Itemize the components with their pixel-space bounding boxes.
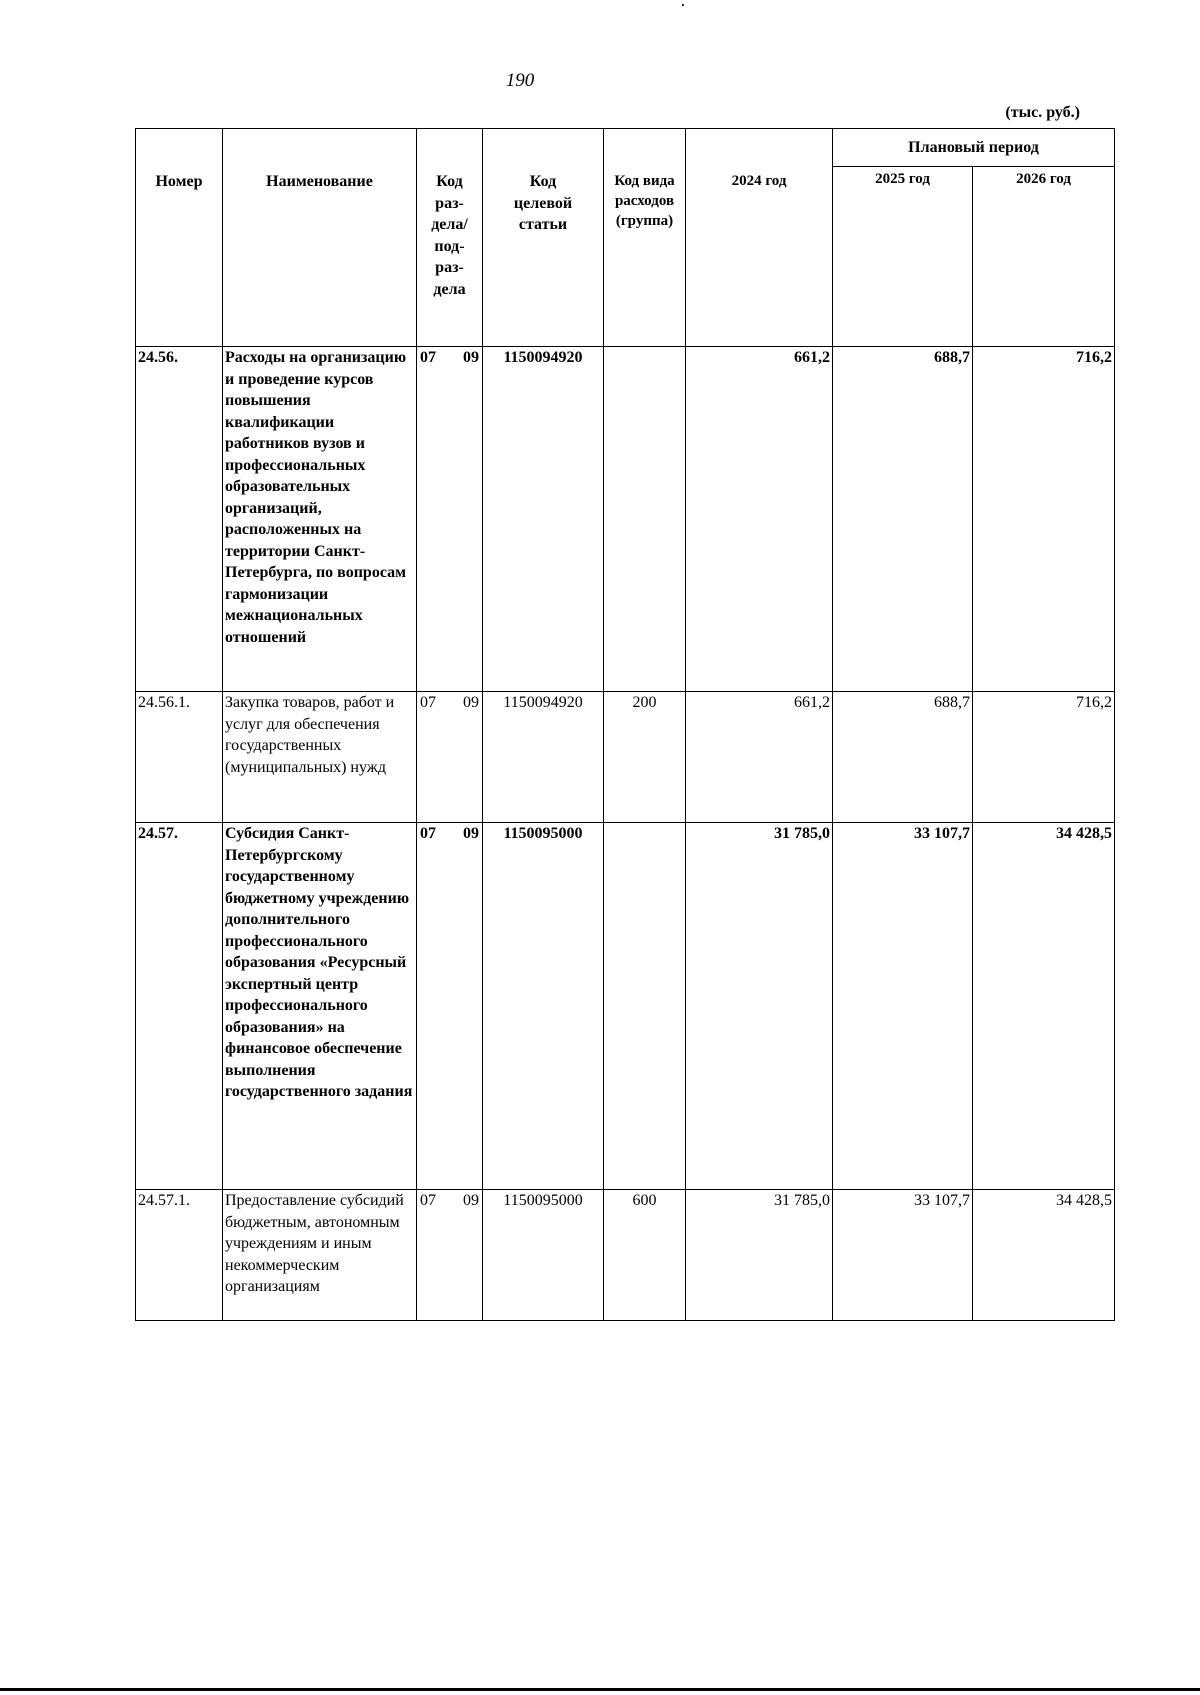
- units-label: (тыс. руб.): [1005, 104, 1080, 121]
- scan-speck: [682, 4, 684, 6]
- row-section: 07: [420, 694, 436, 711]
- row-expense-type: 200: [604, 692, 686, 823]
- header-section-code: [417, 129, 483, 347]
- header-year-2026: 2026 год: [973, 167, 1115, 347]
- row-2026: 34 428,5: [973, 1190, 1115, 1321]
- row-target-code: 1150094920: [483, 347, 604, 692]
- scan-bottom-edge: [0, 1688, 1200, 1691]
- row-expense-type: 600: [604, 1190, 686, 1321]
- row-section-code: [417, 1190, 483, 1321]
- budget-table: [135, 128, 1115, 1321]
- table-row: [136, 347, 1115, 692]
- row-2025: 33 107,7: [833, 823, 973, 1190]
- header-expense-type: [604, 129, 686, 347]
- row-section: 07: [420, 1192, 436, 1209]
- header-plan-period: Плановый период: [833, 129, 1115, 167]
- row-2025: 688,7: [833, 692, 973, 823]
- header-expense-type-text: Код вида расходов (группа): [614, 173, 675, 229]
- header-target-code-text: Код целевой статьи: [513, 173, 573, 233]
- row-target-code: 1150094920: [483, 692, 604, 823]
- row-name: Закупка товаров, работ и услуг для обеспечения государственных (муниципальных) нужд: [223, 692, 417, 823]
- row-2024: 31 785,0: [686, 1190, 833, 1321]
- row-subsection: 09: [463, 1192, 479, 1209]
- row-expense-type: [604, 823, 686, 1190]
- header-name: Наименование: [223, 129, 417, 347]
- row-subsection: 09: [463, 694, 479, 711]
- row-target-code: 1150095000: [483, 823, 604, 1190]
- table-row: [136, 692, 1115, 823]
- row-section: 07: [420, 349, 436, 366]
- table-row: [136, 1190, 1115, 1321]
- row-section: 07: [420, 825, 436, 842]
- row-section-code: [417, 823, 483, 1190]
- row-number: 24.57.: [136, 823, 223, 1190]
- row-section-code: [417, 347, 483, 692]
- row-2026: 716,2: [973, 692, 1115, 823]
- row-number: 24.56.: [136, 347, 223, 692]
- header-target-code: [483, 129, 604, 347]
- header-year-2025: 2025 год: [833, 167, 973, 347]
- row-subsection: 09: [463, 825, 479, 842]
- row-expense-type: [604, 347, 686, 692]
- row-name: Предоставление субсидий бюджетным, автономным учреждениям и иным некоммерческим организациям: [223, 1190, 417, 1321]
- page-number: 190: [505, 70, 535, 91]
- row-2025: 688,7: [833, 347, 973, 692]
- row-number: 24.57.1.: [136, 1190, 223, 1321]
- row-subsection: 09: [463, 349, 479, 366]
- row-2025: 33 107,7: [833, 1190, 973, 1321]
- row-target-code: 1150095000: [483, 1190, 604, 1321]
- header-section-code-text: Код раз-дела/ под-раз-дела: [431, 173, 468, 298]
- row-2026: 34 428,5: [973, 823, 1115, 1190]
- header-number: Номер: [136, 129, 223, 347]
- table-row: [136, 823, 1115, 1190]
- row-name: Субсидия Санкт-Петербургскому государственному бюджетному учреждению дополнительного профессионального образования «Ресурсный экспертный центр профессионального образования» на финансовое обеспечение выполнения государственного задания: [223, 823, 417, 1190]
- row-2024: 661,2: [686, 692, 833, 823]
- row-2024: 31 785,0: [686, 823, 833, 1190]
- header-row-1: [136, 129, 1115, 167]
- row-number: 24.56.1.: [136, 692, 223, 823]
- row-section-code: [417, 692, 483, 823]
- row-2026: 716,2: [973, 347, 1115, 692]
- header-year-2024: 2024 год: [686, 129, 833, 347]
- row-name: Расходы на организацию и проведение курсов повышения квалификации работников вузов и профессиональных образовательных организаций, расположенных на территории Санкт-Петербурга, по вопросам гармонизации межнациональных отношений: [223, 347, 417, 692]
- row-2024: 661,2: [686, 347, 833, 692]
